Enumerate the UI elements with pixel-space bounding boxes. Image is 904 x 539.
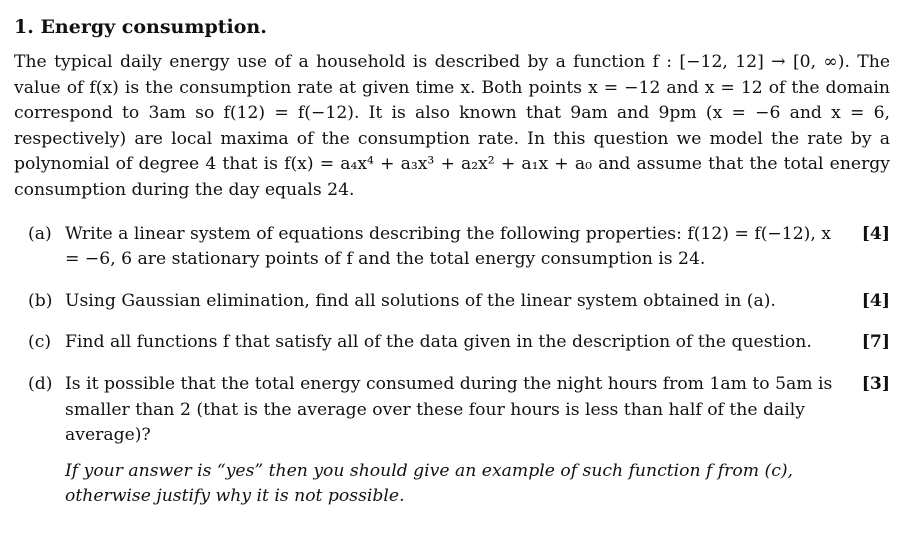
question-title: 1. Energy consumption. xyxy=(14,16,267,38)
part-label: (c) xyxy=(28,332,52,353)
part-label: (a) xyxy=(28,223,52,244)
part-text: Find all functions f that satisfy all of the data given in the description of the question. xyxy=(65,332,812,353)
question-intro: The typical daily energy use of a household is described by a function f : [−12, 12] → [0, ∞). The value of f(x) is the consumption rate at given time x. Both points x = −12 and x = 12 of the domain correspond to 3am so f(12) = f(−12). It is also known that 9am and 9pm (x = −6 and x = 6, respectively) are local maxima of the consumption rate. In this question we model the rate by a polynomial of degree 4 that is f(x) = a₄x⁴ + a₃x³ + a₂x² + a₁x + a₀ and assume that the total energy consumption during the day equals 24. xyxy=(14,52,890,200)
part-marks: [4] xyxy=(861,223,890,244)
part-d-hint: If your answer is “yes” then you should give an example of such function f from (c), otherwise justify why it is not possible. xyxy=(65,460,793,507)
part-text: Write a linear system of equations describing the following properties: f(12) = f(−12), x = −6, 6 are stationary points of f and the total energy consumption is 24. xyxy=(65,223,831,270)
part-text: Is it possible that the total energy consumed during the night hours from 1am to 5am is smaller than 2 (that is the average over these four hours is less than half of the daily average)? xyxy=(65,373,833,446)
part-text: Using Gaussian elimination, find all solutions of the linear system obtained in (a). xyxy=(65,290,776,311)
part-a xyxy=(14,222,890,273)
part-c xyxy=(14,330,890,356)
part-b xyxy=(14,289,890,315)
part-label: (d) xyxy=(28,373,53,394)
question-page xyxy=(14,14,890,510)
part-marks: [3] xyxy=(861,373,890,394)
part-marks: [4] xyxy=(861,290,890,311)
part-label: (b) xyxy=(28,290,53,311)
part-d xyxy=(14,372,890,449)
question-parts xyxy=(14,222,890,510)
part-marks: [7] xyxy=(861,332,890,353)
